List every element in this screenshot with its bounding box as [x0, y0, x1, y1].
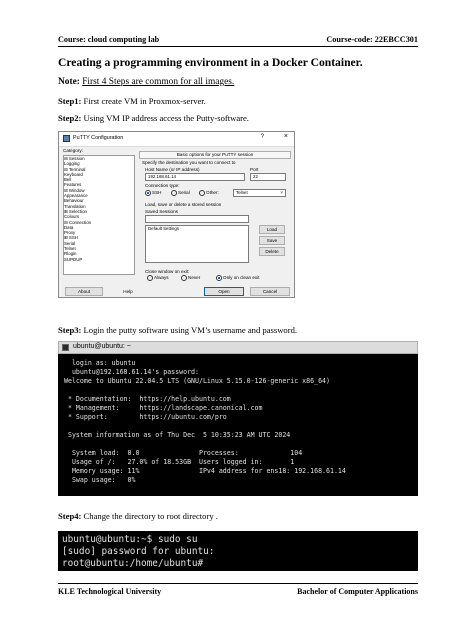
radio-never-label: Never: [188, 275, 201, 281]
terminal-line: ubuntu@192.168.61.14's password:: [64, 368, 199, 376]
terminal-line: * Documentation: https://help.ubuntu.com: [64, 395, 231, 403]
note-label: Note:: [58, 77, 80, 87]
terminal-line: root@ubuntu:/home/ubuntu#: [62, 558, 204, 569]
terminal-line: ubuntu@ubuntu:~$ sudo su: [62, 534, 198, 545]
tree-item[interactable]: ⊞ Selection: [64, 208, 87, 214]
step-3: [58, 325, 297, 335]
terminal-line: System information as of Thu Dec 5 10:35:23 AM UTC 2024: [64, 431, 291, 439]
terminal-line: Swap usage: 0%: [64, 476, 136, 484]
radio-off-icon: [171, 190, 177, 196]
close-on-exit-label: Close window on exit:: [145, 269, 190, 274]
radio-off-icon: [147, 275, 153, 281]
step-2-text: Using VM IP address access the Putty-software.: [81, 113, 249, 123]
about-button[interactable]: About: [65, 287, 103, 296]
footer-rule: [58, 583, 418, 584]
tree-item[interactable]: ⊞ SSH: [64, 235, 78, 241]
tree-item[interactable]: Appearance: [64, 193, 88, 199]
step-3-text: Login the putty software using VM’s username and password.: [81, 325, 298, 335]
host-input[interactable]: 192.168.61.14: [145, 173, 245, 181]
tree-item[interactable]: Translation: [64, 203, 86, 209]
destination-label: Specify the destination you want to connect to: [142, 160, 236, 165]
terminal-sudo-session[interactable]: [58, 531, 418, 571]
terminal-title: ubuntu@ubuntu: ~: [73, 343, 131, 350]
radio-on-icon: [216, 275, 222, 281]
radio-never[interactable]: [181, 275, 200, 281]
radio-on-icon: [145, 190, 151, 196]
tree-item[interactable]: Proxy: [64, 230, 76, 236]
step-1: [58, 96, 206, 106]
host-label: Host Name (or IP address): [145, 167, 200, 172]
header-course-code: Course-code: 22EBCC301: [326, 35, 418, 44]
terminal-line: * Support: https://ubuntu.com/pro: [64, 413, 227, 421]
radio-other[interactable]: [199, 190, 219, 196]
terminal-line: Welcome to Ubuntu 22.04.5 LTS (GNU/Linux 5.15.0-126-generic x86_64): [64, 377, 330, 385]
radio-clean-exit[interactable]: [216, 275, 260, 281]
tree-item[interactable]: Bell: [64, 177, 72, 183]
putty-configuration-window: [58, 131, 295, 298]
tree-item[interactable]: ⊟ Window: [64, 187, 85, 193]
footer-program: Bachelor of Computer Applications: [297, 587, 418, 596]
radio-ssh[interactable]: [145, 190, 161, 196]
tree-item[interactable]: Keyboard: [64, 171, 83, 177]
open-button[interactable]: Open: [204, 287, 244, 296]
putty-titlebar: [59, 132, 294, 147]
tree-item[interactable]: Features: [64, 182, 82, 188]
terminal-line: Usage of /: 27.0% of 18.53GB Users logged in: 1: [64, 458, 295, 466]
tree-item[interactable]: ⊟ Connection: [64, 219, 92, 225]
radio-off-icon: [181, 275, 187, 281]
tree-item[interactable]: Data: [64, 224, 74, 230]
radio-clean-exit-label: Only on clean exit: [223, 275, 260, 281]
terminal-line: Memory usage: 11% IPv4 address for ens18: 192.168.61.14: [64, 467, 346, 475]
other-protocol-select[interactable]: [233, 189, 286, 197]
tree-item[interactable]: SUPDUP: [64, 256, 83, 262]
putty-title: PuTTY Configuration: [73, 135, 124, 141]
other-protocol-value: Telnet: [236, 190, 248, 195]
step-1-label: Step1:: [58, 96, 82, 106]
connection-type-label: Connection type:: [145, 183, 180, 188]
step-3-label: Step3:: [58, 325, 82, 335]
terminal-line: [sudo] password for ubuntu:: [62, 546, 215, 557]
terminal-line: System load: 0.0 Processes: 104: [64, 449, 303, 457]
tree-item[interactable]: Telnet: [64, 246, 76, 252]
help-button[interactable]: Help: [123, 289, 133, 294]
load-save-label: Load, save or delete a stored session: [145, 202, 222, 207]
radio-serial-label: Serial: [178, 190, 190, 196]
note-text: First 4 Steps are common for all images.: [82, 77, 235, 87]
tree-item[interactable]: ⊟ Session: [64, 156, 85, 161]
step-2: [58, 113, 249, 123]
cancel-button[interactable]: Cancel: [250, 287, 290, 296]
header-rule: [58, 46, 418, 47]
radio-serial[interactable]: [171, 190, 190, 196]
terminal-line: * Management: https://landscape.canonical.com: [64, 404, 263, 412]
step-1-text: First create VM in Proxmox-server.: [81, 96, 206, 106]
radio-other-label: Other:: [206, 190, 219, 196]
tree-item[interactable]: Colours: [64, 214, 80, 220]
save-button[interactable]: Save: [259, 236, 285, 245]
step-4: [58, 511, 218, 521]
footer-university: KLE Technological University: [58, 587, 162, 596]
sessions-list[interactable]: [145, 225, 249, 263]
radio-off-icon: [199, 190, 205, 196]
terminal-line: login as: ubuntu: [64, 359, 136, 367]
putty-app-icon: [63, 135, 70, 142]
page-title: Creating a programming environment in a Docker Container.: [58, 56, 363, 69]
close-icon[interactable]: ×: [283, 133, 288, 140]
category-label: Category:: [63, 148, 83, 153]
radio-ssh-label: SSH: [152, 190, 162, 196]
chevron-down-icon: ˅: [280, 190, 283, 195]
tree-item[interactable]: Logging: [64, 161, 80, 167]
session-item[interactable]: Default Settings: [148, 226, 179, 231]
step-4-label: Step4:: [58, 511, 82, 521]
radio-always[interactable]: [147, 275, 169, 281]
tree-item[interactable]: Behaviour: [64, 198, 84, 204]
delete-button[interactable]: Delete: [259, 247, 285, 256]
panel-header: Basic options for your PuTTY session: [139, 151, 291, 159]
note: [58, 77, 234, 87]
step-4-text: Change the directory to root directory .: [81, 511, 218, 521]
terminal-app-icon: [62, 344, 69, 351]
saved-sessions-label: Saved Sessions: [145, 209, 178, 214]
port-label: Port: [250, 167, 259, 172]
load-button[interactable]: Load: [259, 225, 285, 234]
help-icon[interactable]: ?: [260, 134, 264, 140]
header-course: Course: cloud computing lab: [58, 35, 160, 44]
tree-item[interactable]: Rlogin: [64, 251, 77, 257]
tree-item[interactable]: Serial: [64, 240, 76, 246]
port-input[interactable]: 22: [250, 173, 286, 181]
step-2-label: Step2:: [58, 113, 82, 123]
terminal-titlebar: [58, 341, 418, 354]
category-tree[interactable]: [63, 155, 135, 275]
radio-always-label: Always: [154, 275, 169, 281]
saved-session-input[interactable]: [145, 215, 249, 223]
terminal-ssh-session[interactable]: [58, 354, 418, 496]
tree-item[interactable]: ⊟ Terminal: [64, 166, 86, 172]
